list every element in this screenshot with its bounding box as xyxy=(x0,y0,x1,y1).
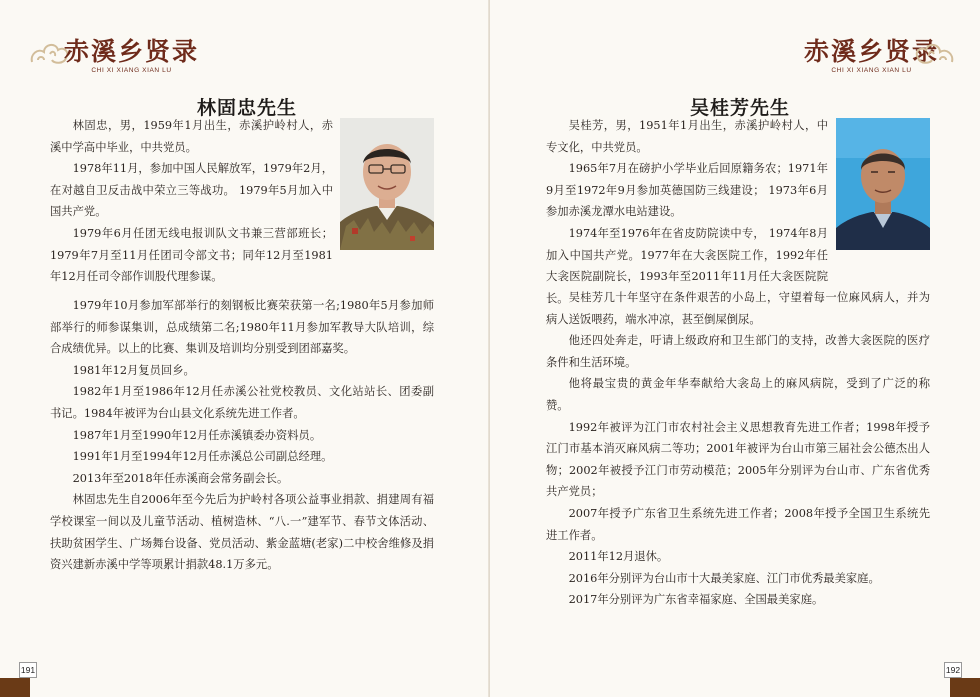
paragraph: 2011年12月退休。 xyxy=(568,550,669,564)
paragraph: 2007年授予广东省卫生系统先进工作者；2008年授予全国卫生系统先进工作者。 xyxy=(546,506,930,542)
corner-bar xyxy=(0,678,30,697)
book-title: 赤溪乡贤录 xyxy=(64,37,200,66)
paragraph: 林固忠先生自2006年至今先后为护岭村各项公益事业捐款、捐建周有福学校课室一间以及儿童节活动、植树造林、“八.一”建军节、春节文体活动、扶助贫困学生、广场舞台设备、党员活动、紫金蓝塘(老家)二中校舍维修及捐资兴建新赤溪中学等项累计捐款48.1万多元。 xyxy=(50,493,434,572)
paragraph: 他还四处奔走，吁请上级政府和卫生部门的支持，改善大衾医院的医疗条件和生活环境。 xyxy=(546,334,930,369)
paragraph: 1979年6月任团无线电报训队文书兼三营部班长；1979年7月至11月任团司令部文书；同年12月至1981年12月任司令部作训股代理参谋。 xyxy=(50,226,333,284)
paragraph: 2013年至2018年任赤溪商会常务副会长。 xyxy=(72,471,289,485)
portrait-photo xyxy=(836,118,930,250)
paragraph: 1965年7月在磅护小学毕业后回原籍务农；1971年9月至1972年9月参加英德国防三线建设； 1973年6月参加赤溪龙潭水电站建设。 xyxy=(546,162,828,219)
portrait-photo xyxy=(340,118,434,250)
paragraph: 吴桂芳几十年坚守在条件艰苦的小岛上，守望着每一位麻风病人，并为病人送饭喂药，端水冲凉，甚至倒屎倒尿。 xyxy=(546,291,930,326)
paragraph: 2017年分别评为广东省幸福家庭、全国最美家庭。 xyxy=(568,593,824,607)
cloud-ornament-icon xyxy=(912,36,956,70)
paragraph: 1992年被评为江门市农村社会主义思想教育先进工作者；1998年授予江门市基本消灭麻风病二等功；2001年被评为台山市第三届社会公德杰出人物；2002年被授予江门市劳动模范；2005年分别评为台山市、广东省优秀共产党员； xyxy=(546,420,930,499)
left-body-b xyxy=(50,295,434,576)
book-title: 赤溪乡贤录 xyxy=(804,37,940,66)
paragraph: 1974年至1976年在省皮防院读中专， 1974年8月加入中国共产党。1977年在大衾医院工作，1992年任大衾医院副院长，1993年至2011年11月任大衾医院院长。 xyxy=(546,226,828,305)
page-number: 192 xyxy=(944,662,962,678)
paragraph: 1979年10月参加军部举行的刻钢板比赛荣获第一名;1980年5月参加师部举行的师参谋集训，总成绩第二名;1980年11月参加军教导大队培训，综合成绩优异。以上的比赛、集训及培训均分别受到团部嘉奖。 xyxy=(50,299,434,356)
right-body-b xyxy=(546,287,930,611)
paragraph: 1981年12月复员回乡。 xyxy=(72,363,195,377)
paragraph: 吴桂芳，男，1951年1月出生，赤溪护岭村人，中专文化，中共党员。 xyxy=(546,119,828,154)
paragraph: 2016年分别评为台山市十大最美家庭、江门市优秀最美家庭。 xyxy=(568,571,880,585)
page-title: 吴桂芳先生 xyxy=(690,97,791,119)
corner-bar xyxy=(950,678,980,697)
paragraph: 1987年1月至1990年12月任赤溪镇委办资料员。 xyxy=(72,428,322,442)
book-subtitle: CHI XI XIANG XIAN LU xyxy=(91,67,172,74)
page-title: 林固忠先生 xyxy=(197,97,298,119)
paragraph: 1982年1月至1986年12月任赤溪公社党校教员、文化站站长、团委副书记。1984年被评为台山县文化系统先进工作者。 xyxy=(50,385,434,420)
paragraph: 1978年11月，参加中国人民解放军，1979年2月，在对越自卫反击战中荣立三等战功。 1979年5月加入中国共产党。 xyxy=(50,162,333,219)
left-body-a xyxy=(50,115,333,288)
paragraph: 1991年1月至1994年12月任赤溪总公司副总经理。 xyxy=(72,450,333,464)
paragraph: 林固忠，男，1959年1月出生，赤溪护岭村人，赤溪中学高中毕业，中共党员。 xyxy=(50,119,333,154)
right-page xyxy=(490,0,980,697)
page-number: 191 xyxy=(19,662,37,678)
paragraph: 他将最宝贵的黄金年华奉献给大衾岛上的麻风病院，受到了广泛的称赞。 xyxy=(546,377,930,412)
right-body-a xyxy=(546,115,828,309)
book-subtitle: CHI XI XIANG XIAN LU xyxy=(831,67,912,74)
book-logo xyxy=(64,38,199,74)
